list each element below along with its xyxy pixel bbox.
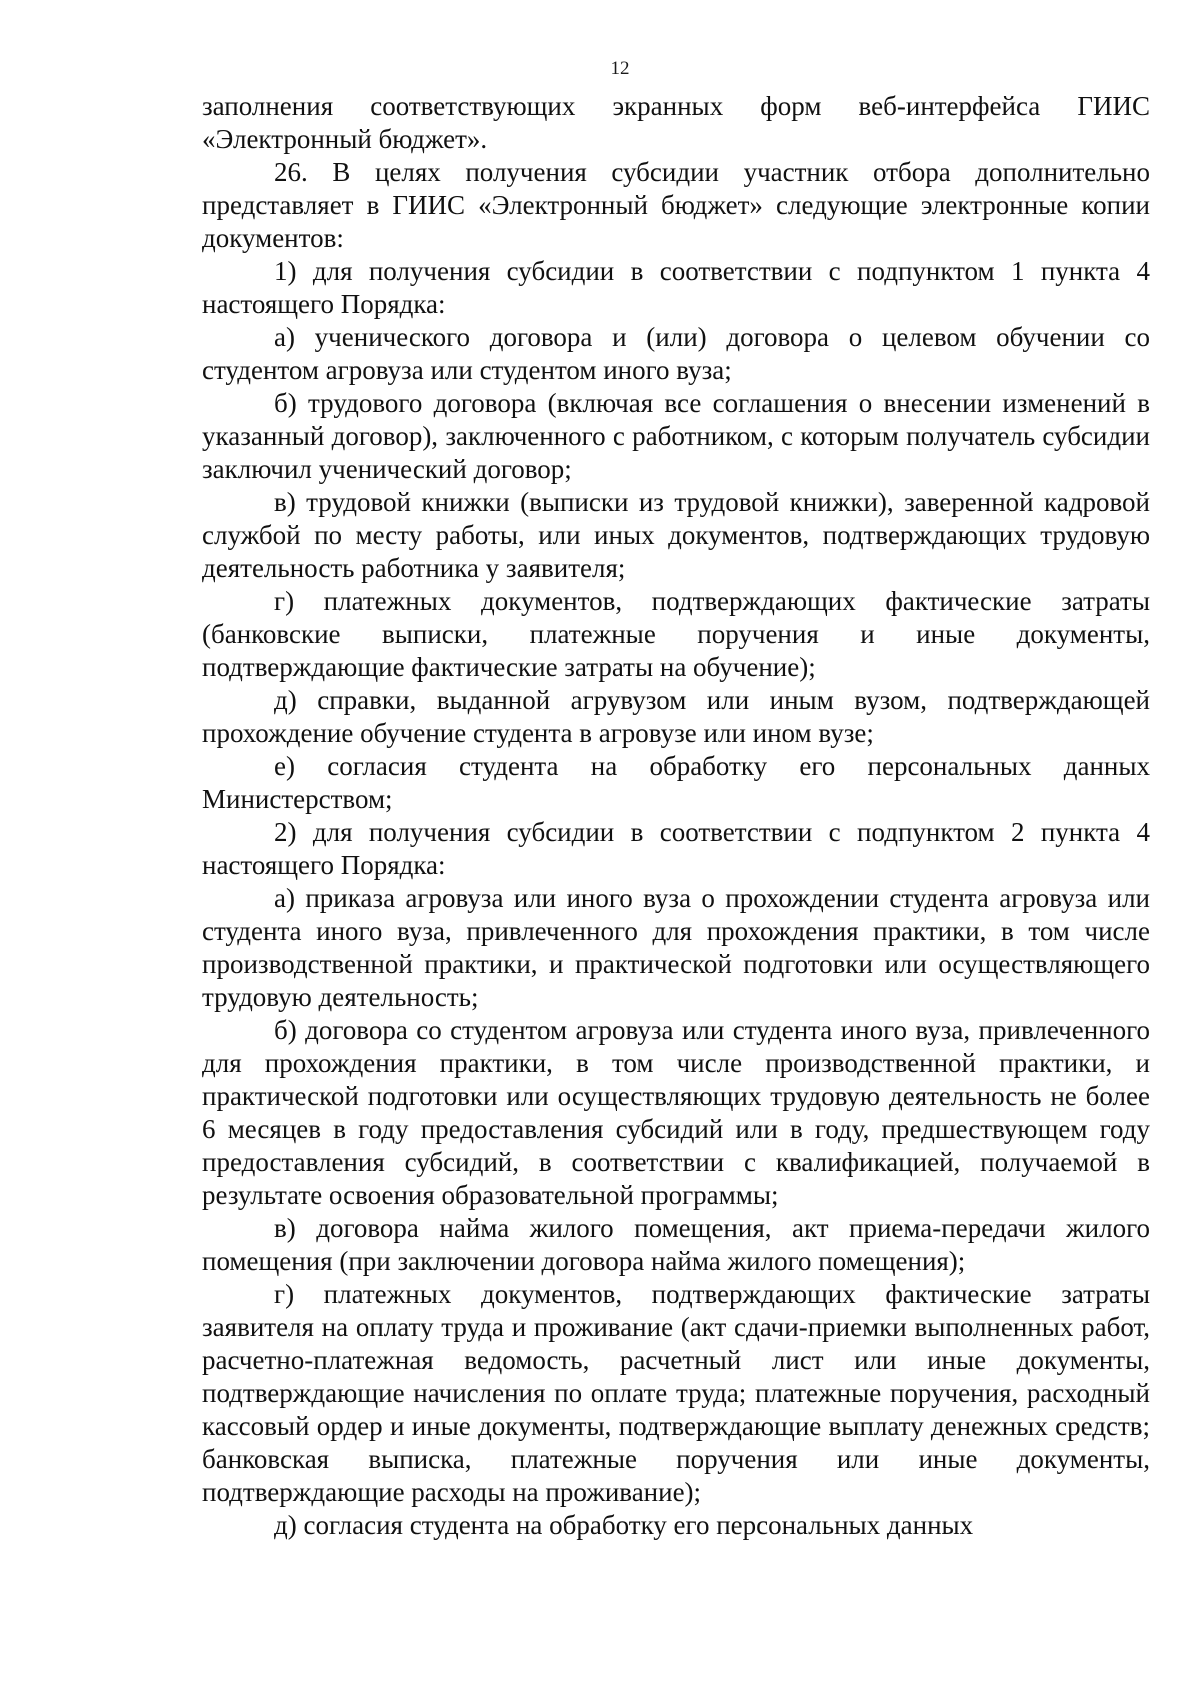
paragraph-item-26: 26. В целях получения субсидии участник отбора дополнительно представляет в ГИИС «Электронный бюджет» следующие электронные копии документов:	[202, 157, 1150, 253]
document-body	[202, 90, 1150, 1542]
paragraph-subitem-1v: в) трудовой книжки (выписки из трудовой книжки), заверенной кадровой службой по месту работы, или иных документов, подтверждающих трудовую деятельность работника у заявителя;	[202, 487, 1150, 583]
paragraph-subitem-1a: а) ученического договора и (или) договора о целевом обучении со студентом агровуза или студентом иного вуза;	[202, 322, 1150, 385]
paragraph-continuation: заполнения соответствующих экранных форм веб-интерфейса ГИИС «Электронный бюджет».	[202, 91, 1150, 154]
paragraph-subitem-1: 1) для получения субсидии в соответствии с подпунктом 1 пункта 4 настоящего Порядка:	[202, 256, 1150, 319]
paragraph-subitem-2g: г) платежных документов, подтверждающих фактические затраты заявителя на оплату труда и проживание (акт сдачи-приемки выполненных работ, расчетно-платежная ведомость, расчетный лист или иные документы, подтверждающие начисления по оплате труда; платежные поручения, расходный кассовый ордер и иные документы, подтверждающие выплату денежных средств; банковская выписка, платежные поручения или иные документы, подтверждающие расходы на проживание);	[202, 1279, 1150, 1507]
paragraph-subitem-2v: в) договора найма жилого помещения, акт приема-передачи жилого помещения (при заключении договора найма жилого помещения);	[202, 1213, 1150, 1276]
page-number: 12	[610, 58, 630, 79]
paragraph-subitem-2b: б) договора со студентом агровуза или студента иного вуза, привлеченного для прохождения практики, в том числе производственной практики, и практической подготовки или осуществляющих трудовую деятельность не более 6 месяцев в году предоставления субсидий или в году, предшествующем году предоставления субсидий, в соответствии с квалификацией, получаемой в результате освоения образовательной программы;	[202, 1015, 1150, 1210]
paragraph-subitem-1b: б) трудового договора (включая все соглашения о внесении изменений в указанный договор), заключенного с работником, с которым получатель субсидии заключил ученический договор;	[202, 388, 1150, 484]
paragraph-subitem-2a: а) приказа агровуза или иного вуза о прохождении студента агровуза или студента иного вуза, привлеченного для прохождения практики, в том числе производственной практики, и практической подготовки или осуществляющего трудовую деятельность;	[202, 883, 1150, 1012]
paragraph-subitem-1e: е) согласия студента на обработку его персональных данных Министерством;	[202, 751, 1150, 814]
paragraph-subitem-1g: г) платежных документов, подтверждающих фактические затраты (банковские выписки, платежные поручения и иные документы, подтверждающие фактические затраты на обучение);	[202, 586, 1150, 682]
paragraph-subitem-2d: д) согласия студента на обработку его персональных данных	[274, 1510, 974, 1540]
paragraph-subitem-1d: д) справки, выданной агрувузом или иным вузом, подтверждающей прохождение обучение студента в агровузе или ином вузе;	[202, 685, 1150, 748]
paragraph-subitem-2: 2) для получения субсидии в соответствии с подпунктом 2 пункта 4 настоящего Порядка:	[202, 817, 1150, 880]
